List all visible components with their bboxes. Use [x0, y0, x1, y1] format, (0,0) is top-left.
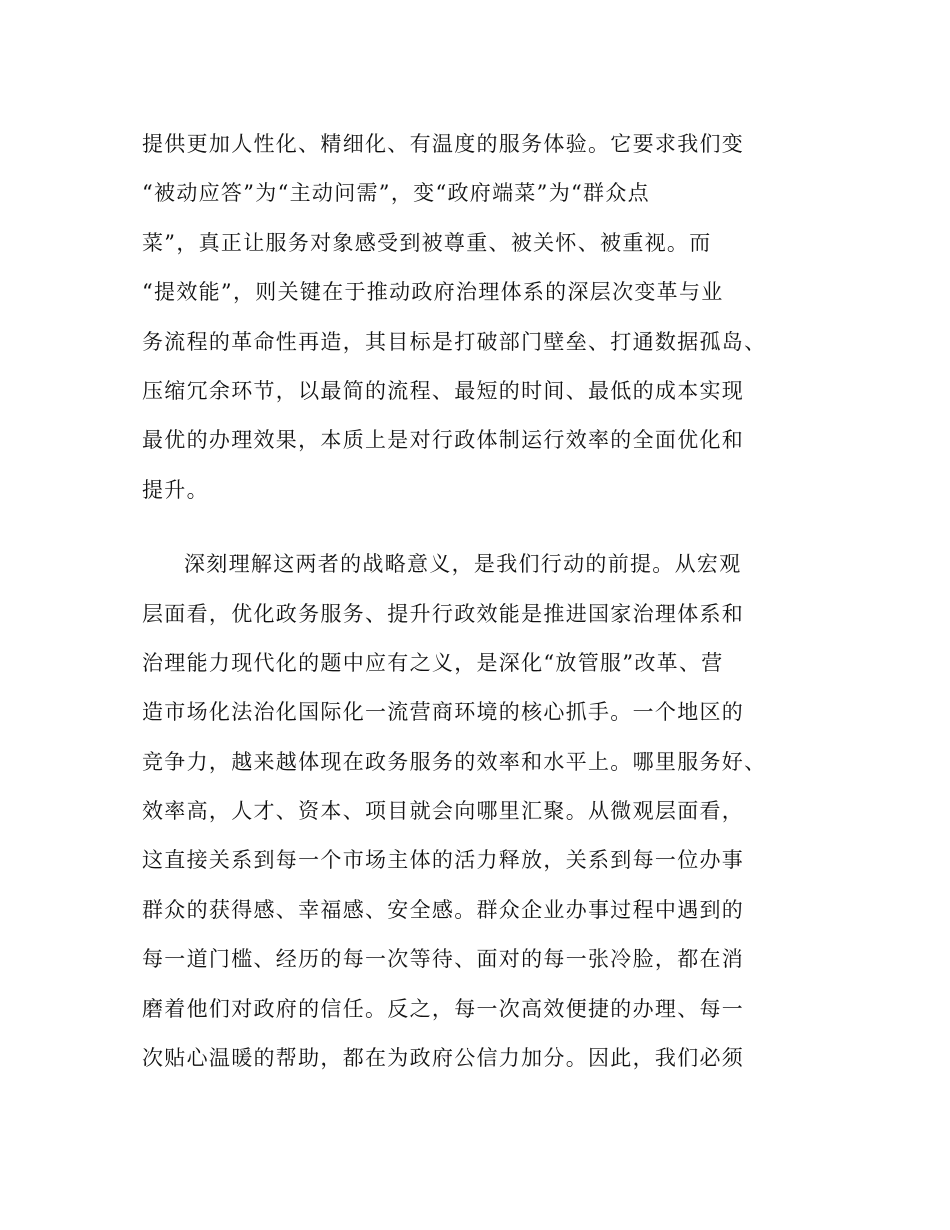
- paragraph-spacer: [142, 515, 842, 540]
- paragraph-line: 最优的办理效果，本质上是对行政体制运行效率的全面优化和: [142, 428, 745, 453]
- document-body: [142, 120, 842, 1083]
- paragraph-line: 菜”，真正让服务对象感受到被尊重、被关怀、被重视。而: [142, 230, 712, 255]
- paragraph-line: “被动应答”为“主动问需”，变“政府端菜”为“群众点: [142, 181, 650, 206]
- paragraph-line: “提效能”，则关键在于推动政府治理体系的深层次变革与业: [142, 280, 724, 305]
- paragraph-1: [142, 120, 842, 515]
- paragraph-line: 这直接关系到每一个市场主体的活力释放，关系到每一位办事: [142, 848, 745, 873]
- paragraph-line: 磨着他们对政府的信任。反之，每一次高效便捷的办理、每一: [142, 996, 745, 1021]
- paragraph-line: 深刻理解这两者的战略意义，是我们行动的前提。从宏观: [184, 552, 742, 577]
- paragraph-line: 提供更加人性化、精细化、有温度的服务体验。它要求我们变: [142, 132, 745, 156]
- paragraph-line: 务流程的革命性再造，其目标是打破部门壁垒、打通数据孤岛、: [142, 329, 767, 354]
- paragraph-line: 竞争力，越来越体现在政务服务的效率和水平上。哪里服务好、: [142, 749, 767, 774]
- paragraph-line: 效率高，人才、资本、项目就会向哪里汇聚。从微观层面看，: [142, 799, 745, 824]
- paragraph-line: 治理能力现代化的题中应有之义，是深化“放管服”改革、营: [142, 650, 724, 675]
- paragraph-line: 提升。: [142, 477, 209, 502]
- paragraph-line: 群众的获得感、幸福感、安全感。群众企业办事过程中遇到的: [142, 897, 745, 922]
- paragraph-line: 造市场化法治化国际化一流营商环境的核心抓手。一个地区的: [142, 700, 745, 725]
- paragraph-line: 每一道门槛、经历的每一次等待、面对的每一张冷脸，都在消: [142, 947, 745, 972]
- paragraph-line: 层面看，优化政务服务、提升行政效能是推进国家治理体系和: [142, 601, 745, 626]
- paragraph-2: [142, 540, 842, 1083]
- paragraph-line: 压缩冗余环节，以最简的流程、最短的时间、最低的成本实现: [142, 378, 745, 403]
- paragraph-line: 次贴心温暖的帮助，都在为政府公信力加分。因此，我们必须: [142, 1046, 745, 1071]
